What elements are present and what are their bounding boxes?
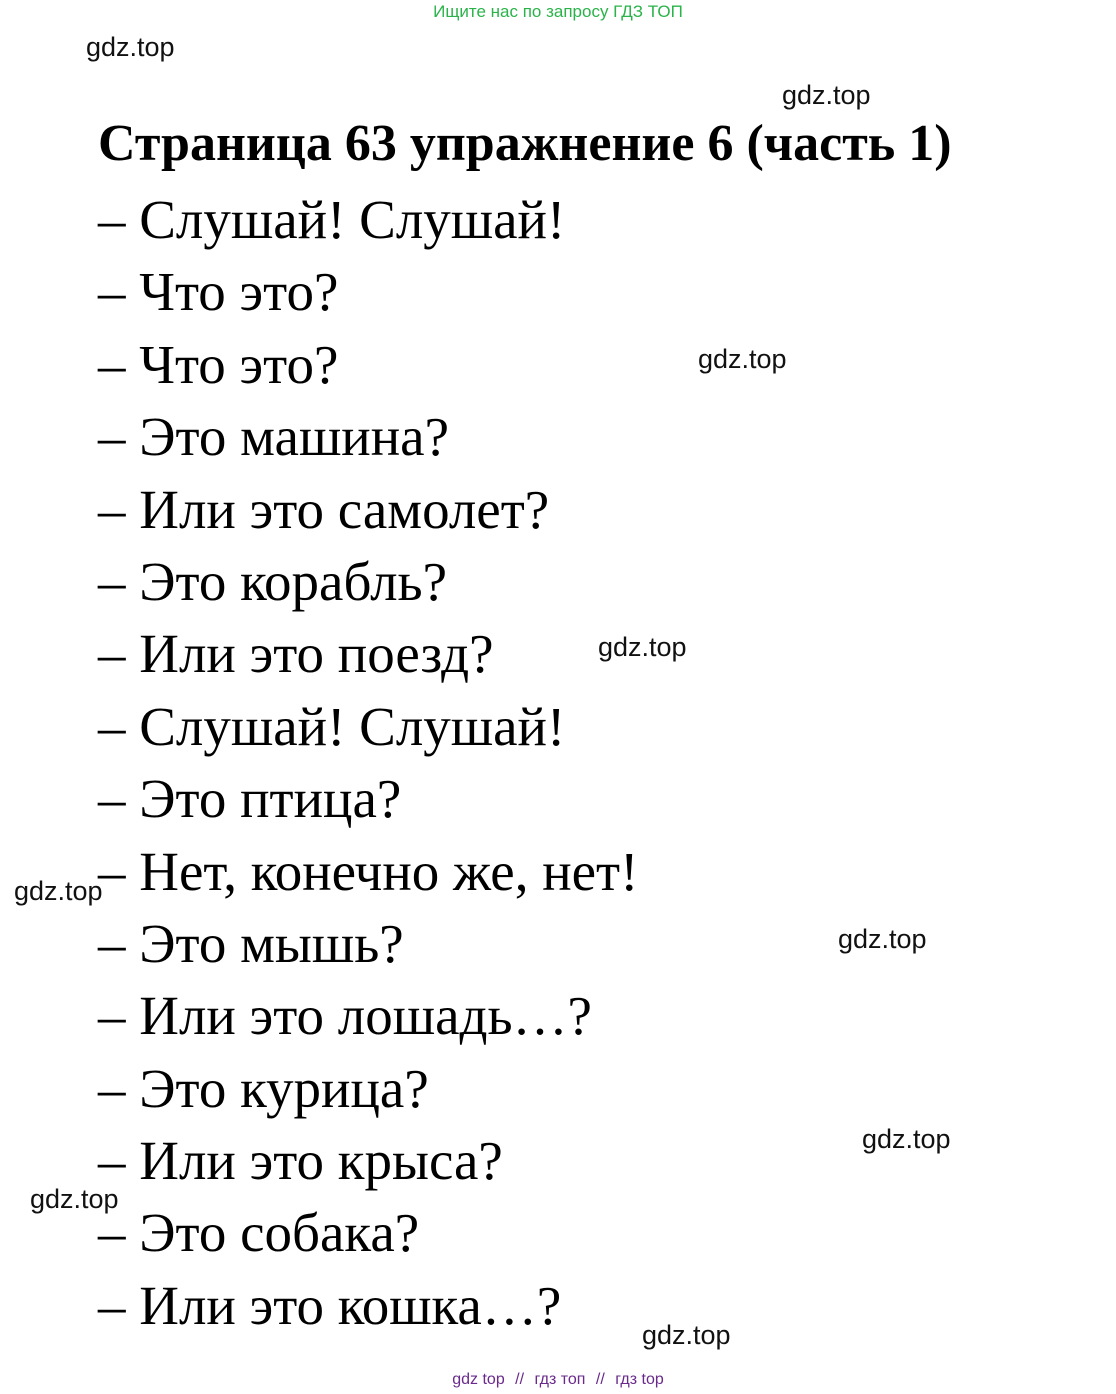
watermark: gdz.top (86, 32, 175, 62)
watermark: gdz.top (30, 1184, 119, 1214)
footer (0, 1370, 1116, 1390)
dialogue-line: – Или это крыса? (98, 1130, 503, 1192)
dialogue-line: – Или это поезд? (98, 623, 494, 685)
dialogue-line: – Это птица? (98, 768, 402, 830)
footer-link-gdz-top[interactable]: gdz top (452, 1371, 505, 1388)
dialogue-line: – Или это кошка…? (98, 1274, 562, 1336)
footer-separator: // (595, 1371, 605, 1388)
dialogue-line: – Или это лошадь…? (98, 985, 592, 1047)
watermark: gdz.top (838, 924, 927, 954)
dialogue-line: – Это корабль? (98, 550, 448, 612)
dialogue-line: – Или это самолет? (98, 478, 550, 540)
dialogue-line: – Слушай! Слушай! (98, 189, 566, 250)
dialogue-line: – Нет, конечно же, нет! (98, 840, 639, 902)
dialogue-line: – Это собака? (98, 1202, 420, 1264)
watermark: gdz.top (782, 80, 871, 110)
dialogue-line: – Это машина? (98, 406, 450, 468)
watermark: gdz.top (862, 1124, 951, 1154)
watermark: gdz.top (14, 876, 103, 906)
watermark: gdz.top (642, 1320, 731, 1350)
dialogue-line: – Это курица? (98, 1057, 429, 1119)
footer-link-gdz-top-mixed[interactable]: гдз top (615, 1371, 664, 1388)
page-title: Страница 63 упражнение 6 (часть 1) (98, 115, 952, 172)
top-banner (0, 2, 1116, 22)
watermark: gdz.top (698, 344, 787, 374)
banner-link[interactable]: Ищите нас по запросу ГДЗ ТОП (433, 2, 683, 21)
dialogue-line: – Слушай! Слушай! (98, 695, 566, 757)
footer-separator: // (515, 1371, 525, 1388)
dialogue-line: – Это мышь? (98, 912, 404, 974)
watermark: gdz.top (598, 632, 687, 662)
dialogue-line: – Что это? (98, 333, 339, 395)
footer-link-gdz-top-ru[interactable]: гдз топ (534, 1371, 586, 1388)
dialogue-list (98, 184, 638, 1342)
dialogue-line: – Что это? (98, 261, 339, 323)
